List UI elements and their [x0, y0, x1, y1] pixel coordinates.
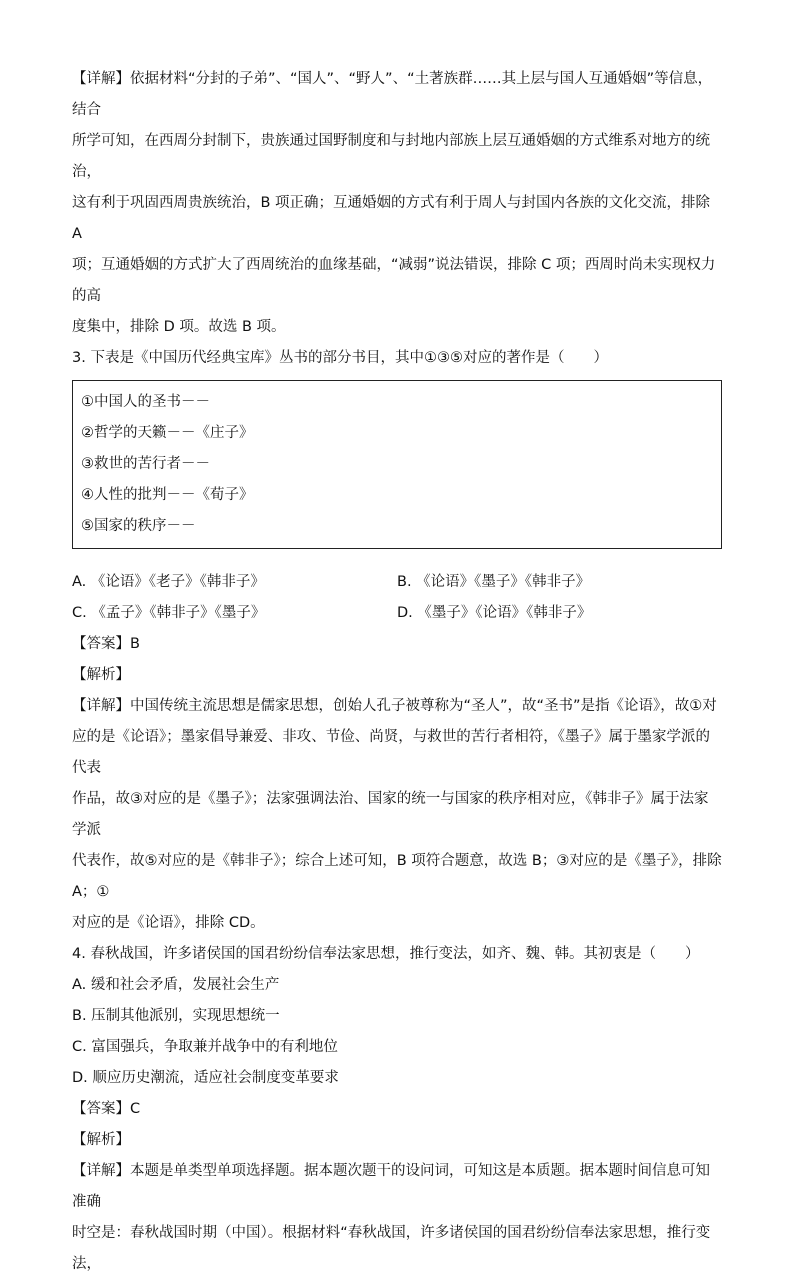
box-item: ③救世的苦行者－－ — [81, 456, 210, 472]
text-line: 应的是《论语》；墨家倡导兼爱、非攻、节俭、尚贤，与救世的苦行者相符，《墨子》属于墨家学派的代表 — [72, 729, 710, 776]
analysis-label: 【解析】 — [72, 1132, 130, 1148]
option-b: B. 《论语》《墨子》《韩非子》 — [397, 574, 591, 590]
option-a: A. 缓和社会矛盾，发展社会生产 — [72, 977, 280, 993]
question-stem: 3. 下表是《中国历代经典宝库》丛书的部分书目，其中①③⑤对应的著作是（ ） — [72, 350, 608, 366]
text-line: 对应的是《论语》，排除 CD。 — [72, 915, 265, 931]
question-4 — [72, 939, 722, 1280]
text-line: 作品，故③对应的是《墨子》；法家强调法治、国家的统一与国家的秩序相对应，《韩非子》属于法家学派 — [72, 791, 709, 838]
options — [72, 567, 722, 629]
text-line: 度集中，排除 D 项。故选 B 项。 — [72, 319, 286, 335]
text-line: 项；互通婚姻的方式扩大了西周统治的血缘基础，“减弱”说法错误，排除 C 项；西周时尚未实现权力的高 — [72, 257, 716, 304]
option-b: B. 压制其他派别，实现思想统一 — [72, 1008, 280, 1024]
text-line: 所学可知，在西周分封制下，贵族通过国野制度和与封地内部族上层互通婚姻的方式维系对地方的统治， — [72, 133, 710, 180]
text-line: 代表作，故⑤对应的是《韩非子》；综合上述可知，B 项符合题意，故选 B；③对应的是《墨子》，排除 A；① — [72, 853, 722, 900]
book-list-box — [72, 380, 722, 549]
explanation — [72, 691, 722, 939]
box-item: ④人性的批判－－《荀子》 — [81, 487, 254, 503]
answer: 【答案】B — [72, 636, 140, 652]
option-d: D. 顺应历史潮流，适应社会制度变革要求 — [72, 1070, 339, 1086]
question-3 — [72, 343, 722, 939]
document-page — [72, 64, 722, 1280]
text-line: 这有利于巩固西周贵族统治，B 项正确；互通婚姻的方式有利于周人与封国内各族的文化交流，排除 A — [72, 195, 711, 242]
box-item: ①中国人的圣书－－ — [81, 394, 210, 410]
text-line: 【详解】本题是单类型单项选择题。据本题次题干的设问词，可知这是本质题。据本题时间信息可知准确 — [72, 1163, 710, 1210]
option-c: C. 《孟子》《韩非子》《墨子》 — [72, 605, 266, 621]
box-item: ②哲学的天籁－－《庄子》 — [81, 425, 254, 441]
text-line: 【详解】中国传统主流思想是儒家思想，创始人孔子被尊称为“圣人”，故“圣书”是指《论语》，故①对 — [72, 698, 717, 714]
box-item: ⑤国家的秩序－－ — [81, 518, 196, 534]
analysis-label: 【解析】 — [72, 667, 130, 683]
question-stem: 4. 春秋战国，许多诸侯国的国君纷纷信奉法家思想，推行变法，如齐、魏、韩。其初衷是（ ） — [72, 946, 700, 962]
previous-explanation — [72, 64, 722, 343]
text-line: 【详解】依据材料“分封的子弟”、“国人”、“野人”、“土著族群……其上层与国人互通婚姻”等信息，结合 — [72, 71, 713, 118]
option-a: A. 《论语》《老子》《韩非子》 — [72, 574, 265, 590]
option-c: C. 富国强兵，争取兼并战争中的有利地位 — [72, 1039, 338, 1055]
option-d: D. 《墨子》《论语》《韩非子》 — [397, 605, 592, 621]
text-line: 时空是：春秋战国时期（中国）。根据材料“春秋战国，许多诸侯国的国君纷纷信奉法家思想，推行变法， — [72, 1225, 711, 1272]
explanation — [72, 1156, 722, 1280]
answer: 【答案】C — [72, 1101, 141, 1117]
